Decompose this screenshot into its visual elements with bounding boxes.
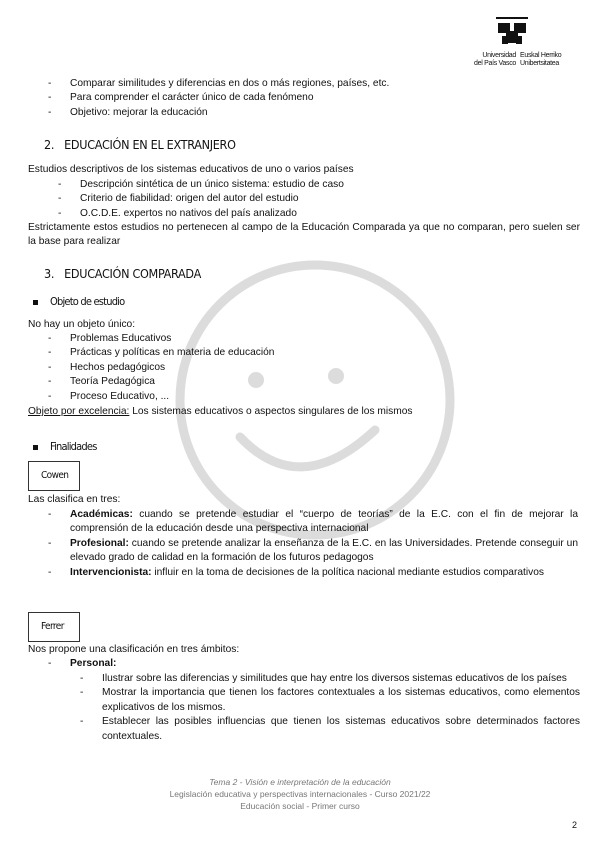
section-title: EDUCACIÓN COMPARADA bbox=[64, 266, 201, 281]
list-item: - Para comprender el carácter único de cada fenómeno bbox=[48, 91, 578, 105]
term: Intervencionista: bbox=[70, 566, 152, 578]
list-item: - Prácticas y políticas en materia de educación bbox=[48, 346, 578, 360]
author-box-ferrer: Ferrer bbox=[28, 612, 80, 642]
subheading-text: Objeto de estudio bbox=[50, 295, 125, 308]
list-item: - Comparar similitudes y diferencias en dos o más regiones, países, etc. bbox=[48, 77, 578, 91]
section-3-heading bbox=[44, 267, 201, 281]
section-number: 3. bbox=[44, 266, 55, 281]
list-item: - Proceso Educativo, ... bbox=[48, 390, 578, 404]
logo-text-eu bbox=[520, 52, 582, 68]
list-item: - Teoría Pedagógica bbox=[48, 375, 578, 389]
term-text: influir en la toma de decisiones de la política nacional mediante estudios comparativos bbox=[151, 566, 544, 578]
logo-line: Unibertsitatea bbox=[520, 60, 559, 67]
square-bullet-icon bbox=[33, 445, 38, 450]
list-item: - Objetivo: mejorar la educación bbox=[48, 106, 578, 120]
list-item bbox=[48, 508, 578, 537]
list-item: - Mostrar la importancia que tienen los factores contextuales a los sistemas educativos, como elementos explicativos de los mismos. bbox=[80, 686, 580, 715]
term: Personal: bbox=[70, 658, 117, 669]
intro-list bbox=[48, 77, 578, 120]
list-item: - Problemas Educativos bbox=[48, 332, 578, 346]
cowen-list bbox=[48, 508, 578, 580]
objeto-lead: No hay un objeto único: bbox=[28, 319, 136, 330]
university-logo bbox=[452, 14, 582, 74]
objeto-list bbox=[48, 332, 578, 404]
ferrer-personal-list bbox=[80, 672, 580, 744]
page-number: 2 bbox=[572, 820, 578, 830]
excelencia-text: Los sistemas educativos o aspectos singulares de los mismos bbox=[129, 406, 413, 417]
list-item: - Establecer las posibles influencias que tienen los sistemas educativos sobre determinados factores contextuales. bbox=[80, 715, 580, 744]
footer-line: Legislación educativa y perspectivas internacionales - Curso 2021/22 bbox=[169, 789, 431, 799]
list-item bbox=[48, 537, 578, 566]
objeto-excelencia bbox=[28, 405, 580, 419]
finalidades-heading bbox=[33, 440, 97, 454]
ferrer-list bbox=[48, 657, 578, 671]
term: Profesional: bbox=[70, 537, 129, 549]
cowen-lead: Las clasifica en tres: bbox=[28, 494, 121, 505]
list-item: - Descripción sintética de un único sistema: estudio de caso bbox=[58, 178, 578, 192]
logo-line: del País Vasco bbox=[474, 60, 516, 67]
section-2-heading bbox=[44, 138, 236, 152]
page-footer bbox=[0, 776, 600, 812]
list-item bbox=[48, 566, 578, 580]
section-title: EDUCACIÓN EN EL EXTRANJERO bbox=[64, 137, 236, 152]
footer-line: Educación social - Primer curso bbox=[240, 801, 360, 811]
list-item bbox=[48, 657, 578, 671]
footer-line: Tema 2 - Visión e interpretación de la educación bbox=[209, 777, 391, 787]
list-item: - Criterio de fiabilidad: origen del autor del estudio bbox=[58, 192, 578, 206]
list-item: - O.C.D.E. expertos no nativos del país analizado bbox=[58, 207, 578, 221]
square-bullet-icon bbox=[33, 300, 38, 305]
section-2-list bbox=[58, 178, 578, 221]
logo-line: Euskal Herriko bbox=[520, 52, 562, 59]
list-item: - Ilustrar sobre las diferencias y similitudes que hay entre los diversos sistemas educativos de los países bbox=[80, 672, 580, 686]
term: Académicas: bbox=[70, 509, 133, 520]
subheading-text: Finalidades bbox=[50, 440, 97, 453]
term-text: cuando se pretende estudiar el “cuerpo de teorías” de la E.C. con el fin de mejorar la comprensión de la educación desde una perspectiva internacional bbox=[70, 509, 578, 535]
ferrer-lead: Nos propone una clasificación en tres ámbitos: bbox=[28, 644, 240, 655]
logo-text-es bbox=[452, 52, 516, 68]
section-2-lead: Estudios descriptivos de los sistemas educativos de uno o varios países bbox=[28, 164, 354, 175]
author-box-cowen: Cowen bbox=[28, 461, 80, 491]
logo-line: Universidad bbox=[482, 52, 516, 59]
section-2-note: Estrictamente estos estudios no pertenecen al campo de la Educación Comparada ya que no comparan, pero suelen ser la base para realizar bbox=[28, 222, 580, 248]
university-emblem-icon bbox=[494, 14, 530, 48]
section-number: 2. bbox=[44, 137, 55, 152]
list-item: - Hechos pedagógicos bbox=[48, 361, 578, 375]
excelencia-label: Objeto por excelencia: bbox=[28, 406, 130, 417]
term-text: cuando se pretende analizar la enseñanza de la E.C. en las Universidades. Pretende conseguir un elevado grado de calidad en la formación de los futuros pedagogos bbox=[70, 537, 578, 564]
objeto-heading bbox=[33, 295, 124, 309]
